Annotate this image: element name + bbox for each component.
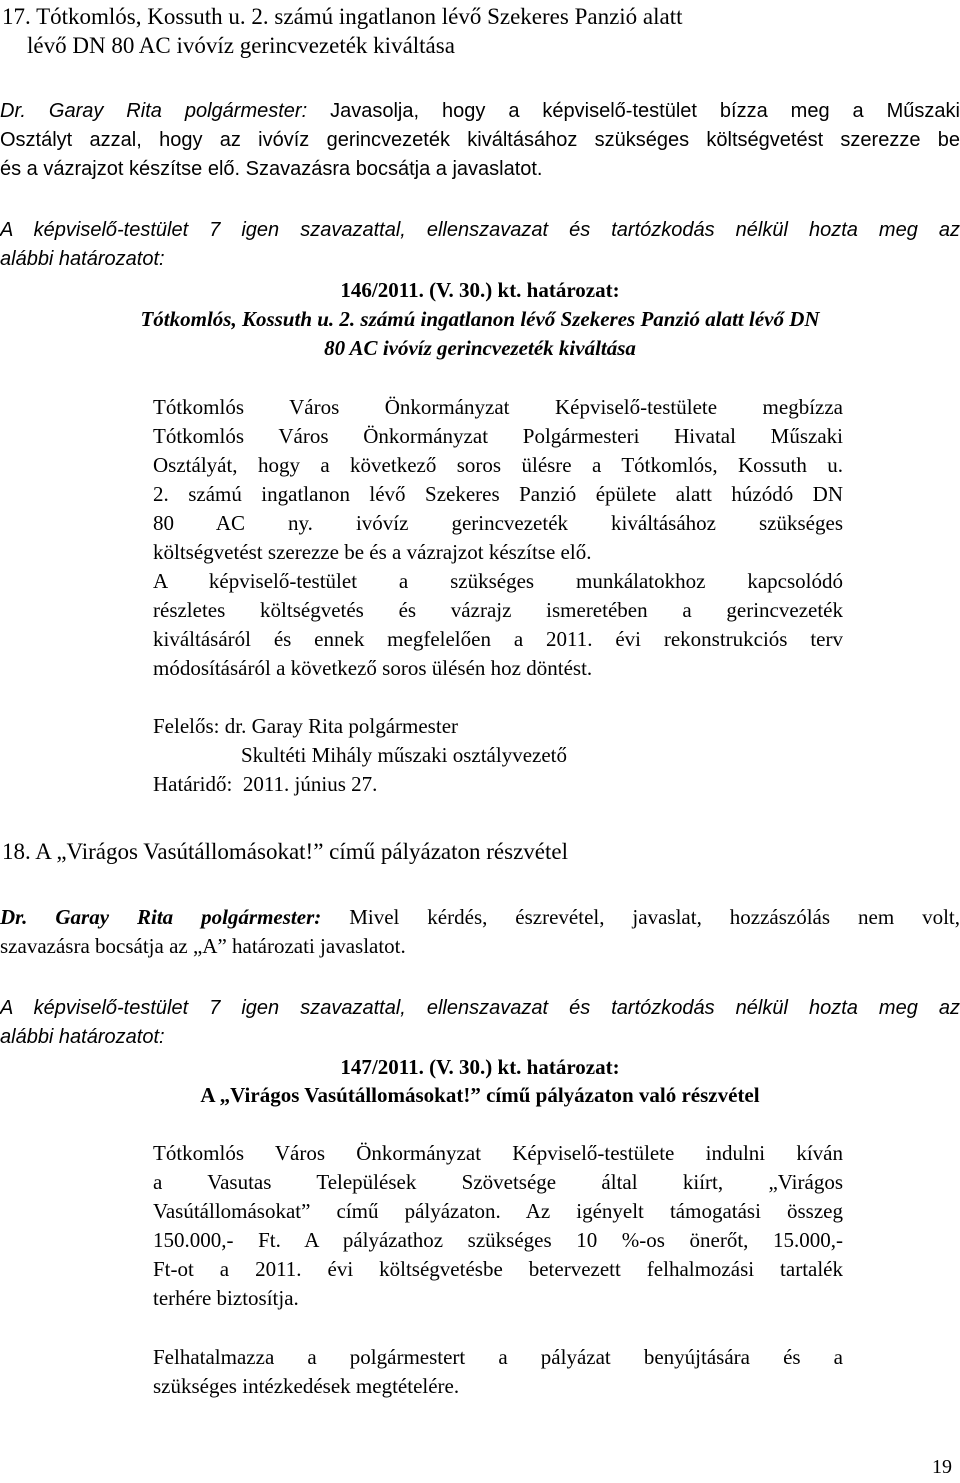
vote-statement-17-line-1: A képviselő-testület 7 igen szavazattal, ellenszavazat és tartózkodás nélkül hozta meg az [0,219,960,241]
body-line: módosításáról a következő soros ülésén hoz döntést. [153,656,593,680]
mayor-speech-17 [0,97,960,184]
body-line: 80 AC ny. ivóvíz gerincvezeték kiváltásához szükséges [153,511,843,535]
section-17-heading-line-2: lévő DN 80 AC ivóvíz gerincvezeték kiváltása [27,33,455,58]
mayor-speech-17-line-3: és a vázrajzot készítse elő. Szavazásra bocsátja a javaslatot. [0,158,543,180]
resolution-147-title: A „Virágos Vasútállomásokat!” című pályázaton való részvétel [200,1083,760,1107]
vote-statement-17 [0,216,960,274]
responsible-label: Felelős: [153,714,220,738]
resolution-146-title-line-2: 80 AC ivóvíz gerincvezeték kiváltása [324,336,636,360]
deadline-label: Határidő: [153,772,233,796]
body-line: terhére biztosítja. [153,1286,299,1310]
resolution-146-number: 146/2011. (V. 30.) kt. határozat: [340,278,620,302]
section-17-heading-line-1: 17. Tótkomlós, Kossuth u. 2. számú ingatlanon lévő Szekeres Panzió alatt [2,4,683,29]
resolution-147-number: 147/2011. (V. 30.) kt. határozat: [340,1055,620,1079]
body-line: részletes költségvetés és vázrajz ismeretében a gerincvezeték [153,598,843,622]
body-line: szükséges intézkedések megtételére. [153,1374,460,1398]
speaker-name: Dr. Garay Rita polgármester: [0,100,308,122]
body-line: Osztályát, hogy a következő soros ülésre a Tótkomlós, Kossuth u. [153,453,843,477]
responsible-line-2: Skultéti Mihály műszaki osztályvezető [241,743,568,767]
resolution-146-title-line-1: Tótkomlós, Kossuth u. 2. számú ingatlanon lévő Szekeres Panzió alatt lévő DN [140,307,820,331]
deadline-line: Határidő: 2011. június 27. [153,772,378,796]
resolution-147-authorization [153,1343,843,1401]
body-line: A képviselő-testület a szükséges munkálatokhoz kapcsolódó [153,569,843,593]
section-18-heading: 18. A „Virágos Vasútállomásokat!” című pályázaton részvétel [2,839,568,864]
vote-statement-18-line-2: alábbi határozatot: [0,1026,165,1048]
responsible-line-1: Felelős: dr. Garay Rita polgármester [153,714,459,738]
vote-statement-17-line-2: alábbi határozatot: [0,248,165,270]
vote-statement-18 [0,994,960,1052]
body-line: Tótkomlós Város Önkormányzat Polgármesteri Hivatal Műszaki [153,424,843,448]
body-line: a Vasutas Települések Szövetsége által kiírt, „Virágos [153,1170,843,1194]
mayor-speech-18 [0,903,960,961]
speaker-name: Dr. Garay Rita polgármester: [0,905,322,929]
mayor-speech-18-line-2: szavazásra bocsátja az „A” határozati javaslatot. [0,934,406,958]
body-line: Vasútállomásokat” című pályázaton. Az igényelt támogatási összeg [153,1199,843,1223]
resolution-147-body [153,1139,843,1313]
mayor-speech-17-line-2: Osztályt azzal, hogy az ivóvíz gerincvezeték kiváltásához szükséges költségvetést szerezze be [0,129,960,151]
section-17-heading [0,2,960,60]
body-line: Ft-ot a 2011. évi költségvetésbe betervezett felhalmozási tartalék [153,1257,843,1281]
vote-statement-18-line-1: A képviselő-testület 7 igen szavazattal, ellenszavazat és tartózkodás nélkül hozta meg az [0,997,960,1019]
body-line: költségvetést szerezze be és a vázrajzot készítse elő. [153,540,592,564]
resolution-146-title [0,305,960,363]
mayor-speech-18-line-1: Dr. Garay Rita polgármester: Mivel kérdés, észrevétel, javaslat, hozzászólás nem volt, [0,905,960,929]
body-line: Felhatalmazza a polgármestert a pályázat benyújtására és a [153,1345,843,1369]
body-line: Tótkomlós Város Önkormányzat Képviselő-testülete indulni kíván [153,1141,843,1165]
responsible-block [153,712,843,799]
body-line: kiváltásáról és ennek megfelelően a 2011. évi rekonstrukciós terv [153,627,843,651]
mayor-speech-17-line-1: Dr. Garay Rita polgármester: Javasolja, hogy a képviselő-testület bízza meg a Műszaki [0,100,960,122]
page-number: 19 [932,1456,952,1478]
body-line: 150.000,- Ft. A pályázathoz szükséges 10 %-os önerőt, 15.000,- [153,1228,843,1252]
body-line: Tótkomlós Város Önkormányzat Képviselő-testülete megbízza [153,395,843,419]
body-line: 2. számú ingatlanon lévő Szekeres Panzió épülete alatt húzódó DN [153,482,843,506]
resolution-146-body [153,393,843,683]
